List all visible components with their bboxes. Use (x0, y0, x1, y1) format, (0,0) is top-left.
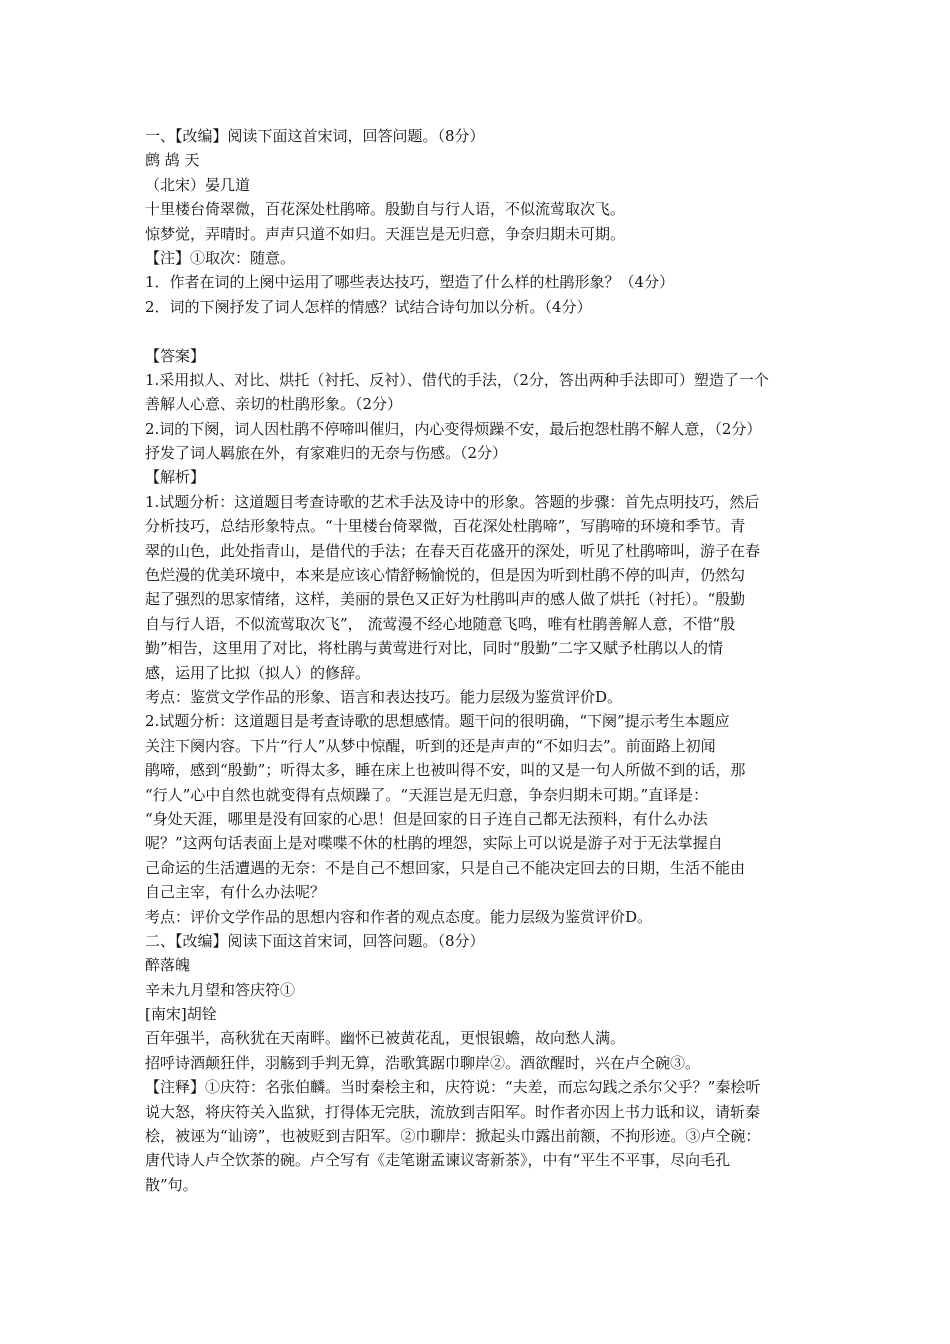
poem-1-verse: 十里楼台倚翠微，百花深处杜鹃啼。殷勤自与行人语，不似流莺取次飞。 (145, 200, 626, 219)
sub-question-1: 1．作者在词的上阕中运用了哪些表达技巧，塑造了什么样的杜鹃形象？（4分） (145, 273, 675, 292)
analysis-text: “身处天涯，哪里是没有回家的心思！但是回家的日子连自己都无法预料，有什么办法 (145, 809, 708, 828)
analysis-text: 呢？”这两句话表面上是对喋喋不休的杜鹃的埋怨，实际上可以说是游子对于无法掌握自 (145, 834, 723, 853)
document-body (145, 124, 815, 1197)
analysis-text: 分析技巧，总结形象特点。“十里楼台倚翠微，百花深处杜鹃啼”，写鹃啼的环境和季节。青 (145, 517, 746, 536)
poem-2-note: 唐代诗人卢仝饮茶的碗。卢仝写有《走笔谢孟谏议寄新茶》，中有“平生不平事，尽向毛孔 (145, 1151, 731, 1170)
analysis-text: “行人”心中自然也就变得有点烦躁了。“天涯岂是无归意，争奈归期未可期。”直译是： (145, 785, 709, 804)
analysis-text: 色烂漫的优美环境中，本来是应该心情舒畅愉悦的，但是因为听到杜鹃不停的叫声，仍然勾 (145, 566, 746, 585)
test-point: 考点：鉴赏文学作品的形象、语言和表达技巧。能力层级为鉴赏评价D。 (145, 687, 623, 706)
analysis-text: 鹃啼，感到“殷勤”；听得太多，睡在床上也被叫得不安，叫的又是一句人所做不到的话，那 (145, 761, 746, 780)
poem-2-verse: 百年强半，高秋犹在天南畔。幽怀已被黄花乱，更恨银蟾，故向愁人满。 (145, 1029, 626, 1048)
analysis-text: 1.试题分析：这道题目考查诗歌的艺术手法及诗中的形象。答题的步骤：首先点明技巧，然后 (145, 492, 760, 511)
question-2-heading: 二、【改编】阅读下面这首宋词，回答问题。（8分） (145, 931, 485, 950)
poem-2-note: 说大怒，将庆符关入监狱，打得体无完肤，流放到吉阳军。时作者亦因上书力诋和议，请斩秦 (145, 1102, 761, 1121)
poem-2-verse: 招呼诗酒颠狂伴，羽觞到手判无算，浩歌箕踞巾聊岸②。酒欲醒时，兴在卢仝碗③。 (145, 1053, 701, 1072)
analysis-text: 己命运的生活遭遇的无奈：不是自己不想回家，只是自己不能决定回去的日期，生活不能由 (145, 858, 746, 877)
analysis-text: 勤”相告，这里用了对比，将杜鹃与黄莺进行对比，同时“殷勤”二字又赋予杜鹃以人的情 (145, 639, 724, 658)
poem-2-note: 散”句。 (145, 1175, 198, 1194)
answer-text: 善解人心意、亲切的杜鹃形象。（2分） (145, 395, 403, 414)
poem-1-verse: 惊梦觉，弄晴时。声声只道不如归。天涯岂是无归意，争奈归期未可期。 (145, 224, 626, 243)
analysis-text: 2.试题分析：这道题目是考查诗歌的思想感情。题干问的很明确，“下阕”提示考生本题应 (145, 712, 730, 731)
poem-1-note: 【注】①取次：随意。 (145, 248, 296, 267)
question-1-heading: 一、【改编】阅读下面这首宋词，回答问题。（8分） (145, 127, 485, 145)
analysis-text: 自己主宰，有什么办法呢？ (145, 883, 326, 902)
answer-heading: 【答案】 (145, 346, 206, 365)
analysis-text: 起了强烈的思家情绪，这样，美丽的景色又正好为杜鹃叫声的感人做了烘托（衬托）。“殷勤 (145, 590, 746, 609)
analysis-text: 感，运用了比拟（拟人）的修辞。 (145, 663, 371, 682)
answer-text: 2.词的下阕，词人因杜鹃不停啼叫催归，内心变得烦躁不安，最后抱怨杜鹃不解人意，（2分） (145, 419, 762, 438)
poem-1-title: 鹧 鸪 天 (145, 151, 200, 170)
sub-question-2: 2．词的下阕抒发了词人怎样的情感？试结合诗句加以分析。（4分） (145, 297, 592, 316)
poem-2-author: [南宋]胡铨 (145, 1005, 217, 1024)
analysis-text: 翠的山色，此处指青山，是借代的手法；在春天百花盛开的深处，听见了杜鹃啼叫，游子在春 (145, 541, 761, 560)
analysis-text: 关注下阕内容。下片“行人”从梦中惊醒，听到的还是声声的“不如归去”。前面路上初闻 (145, 736, 716, 755)
poem-2-note: 桧，被诬为“讪谤”，也被贬到吉阳军。②巾聊岸：掀起头巾露出前额，不拘形迹。③卢仝碗： (145, 1127, 761, 1146)
poem-2-title: 醉落魄 (145, 956, 191, 975)
answer-text: 1.采用拟人、对比、烘托（衬托、反衬）、借代的手法，（2分，答出两种手法即可）塑造了一个 (145, 370, 769, 389)
test-point: 考点：评价文学作品的思想内容和作者的观点态度。能力层级为鉴赏评价D。 (145, 907, 653, 926)
poem-2-note: 【注释】①庆符：名张伯麟。当时秦桧主和，庆符说：“夫差，而忘勾践之杀尔父乎？”秦桧听 (145, 1078, 761, 1097)
answer-text: 抒发了词人羁旅在外，有家难归的无奈与伤感。（2分） (145, 444, 508, 463)
poem-1-author: （北宋）晏几道 (145, 175, 251, 194)
analysis-heading: 【解析】 (145, 468, 206, 487)
analysis-text: 自与行人语，不似流莺取次飞”， 流莺漫不经心地随意飞鸣，唯有杜鹃善解人意，不惜“殷 (145, 614, 736, 633)
poem-2-subtitle: 辛未九月望和答庆符① (145, 980, 296, 999)
spacer (145, 319, 815, 343)
